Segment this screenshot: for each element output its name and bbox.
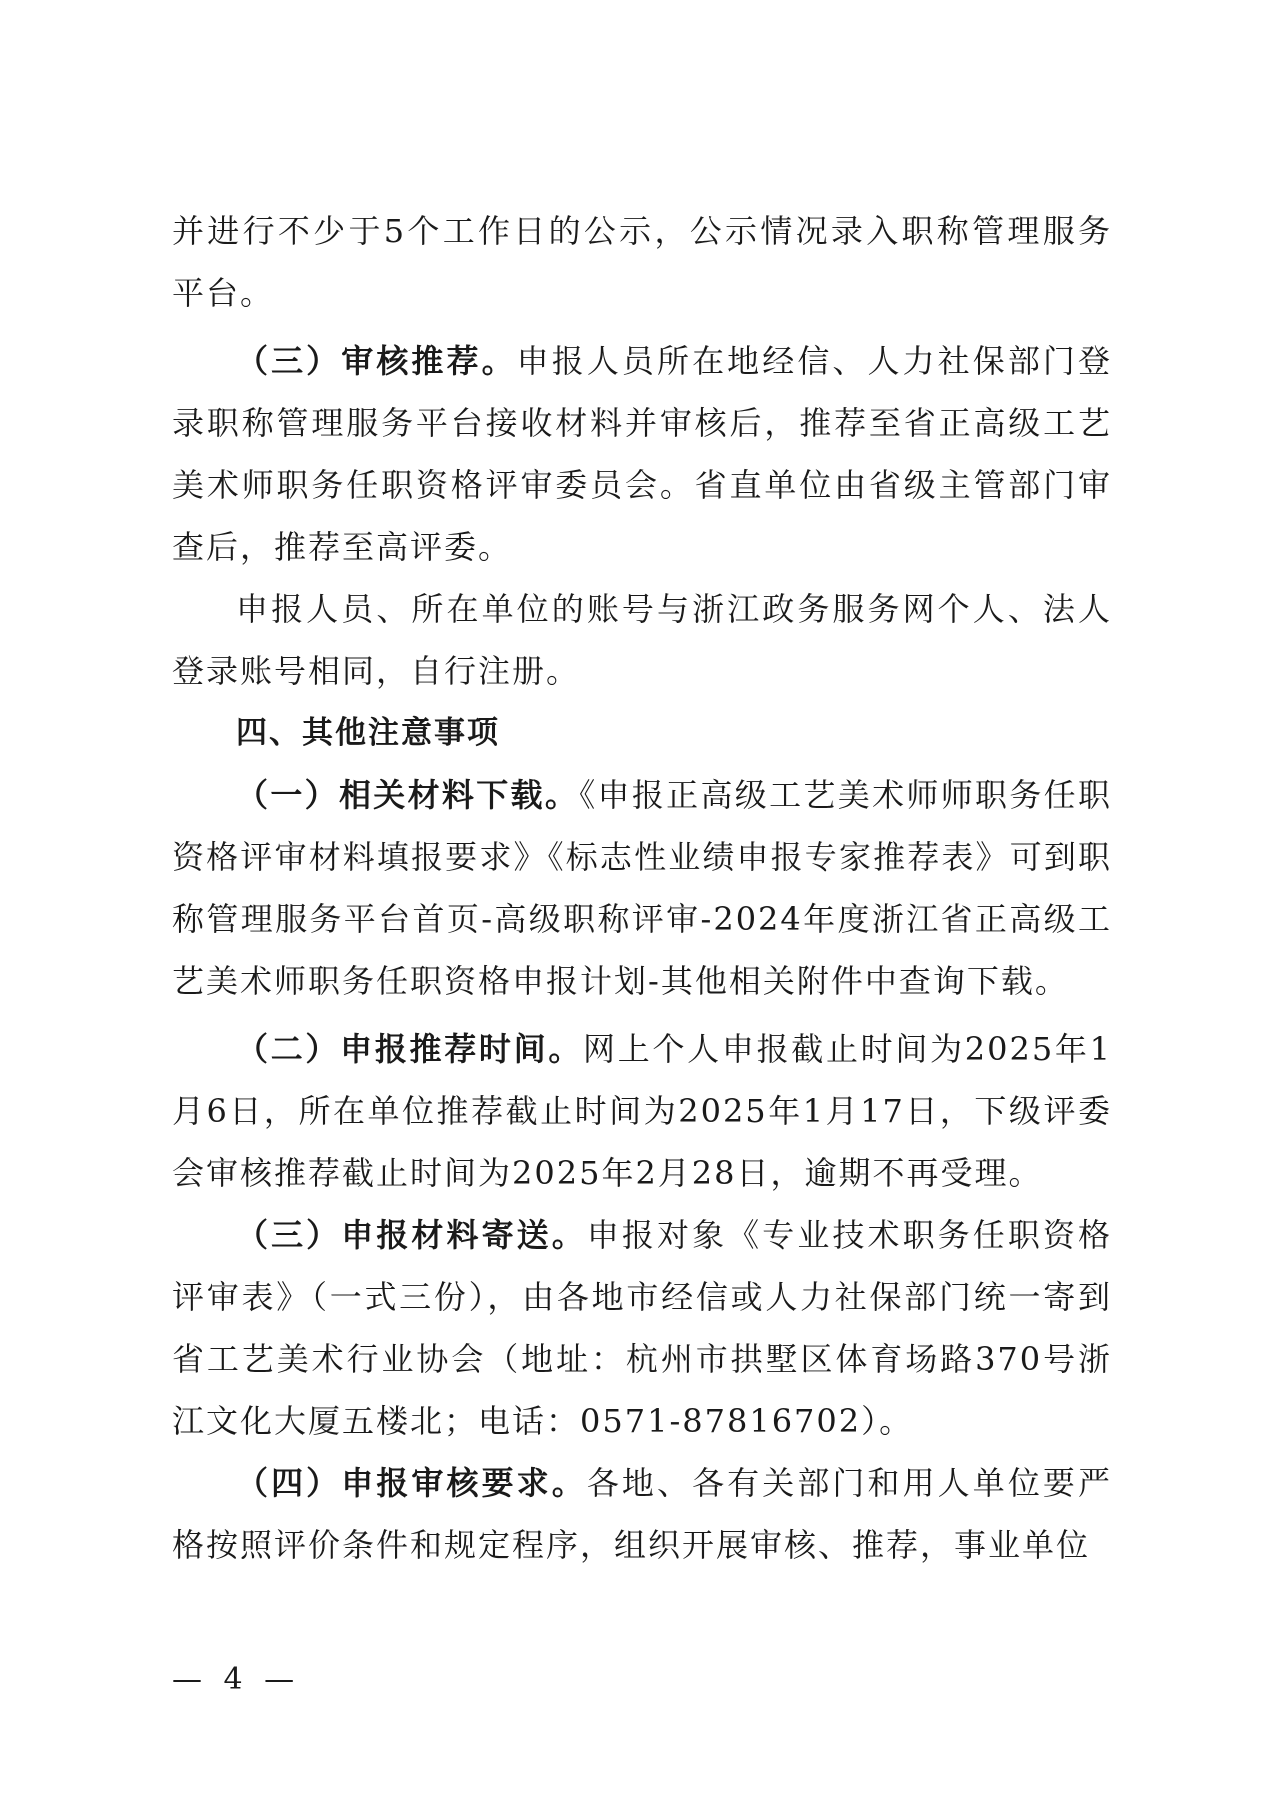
paragraph-materials-download — [172, 764, 1112, 1012]
paragraph-text: 各地、各有关部门和用人单位要严格按照评价条件和规定程序，组织开展审核、推荐，事业单位 — [172, 1464, 1112, 1564]
paragraph-text: 申报人员所在地经信、人力社保部门登录职称管理服务平台接收材料并审核后，推荐至省正高级工艺美术师职务任职资格评审委员会。省直单位由省级主管部门审查后，推荐至高评委。 — [172, 342, 1112, 566]
paragraph-deadlines — [172, 1018, 1112, 1204]
paragraph-heading: （四）申报审核要求。 — [236, 1464, 587, 1502]
paragraph-mailing — [172, 1204, 1112, 1452]
paragraph-heading: （三）申报材料寄送。 — [236, 1216, 587, 1254]
paragraph-heading: （一）相关材料下载。 — [236, 776, 580, 814]
paragraph-heading: （二）申报推荐时间。 — [236, 1030, 584, 1068]
paragraph-heading: （三）审核推荐。 — [236, 342, 517, 380]
document-body — [172, 200, 1112, 1576]
section-title-other-notes: 四、其他注意事项 — [236, 715, 500, 751]
paragraph-text: 申报对象《专业技术职务任职资格评审表》（一式三份），由各地市经信或人力社保部门统一寄到省工艺美术行业协会（地址：杭州市拱墅区体育场路370号浙江文化大厦五楼北；电话：0571-87816702）。 — [172, 1216, 1112, 1440]
page-number: — 4 — — [172, 1662, 301, 1697]
paragraph-text: 《申报正高级工艺美术师师职务任职资格评审材料填报要求》《标志性业绩申报专家推荐表》可到职称管理服务平台首页-高级职称评审-2024年度浙江省正高级工艺美术师职务任职资格申报计划-其他相关附件中查询下载。 — [172, 776, 1112, 1000]
paragraph-publicity: 并进行不少于5个工作日的公示，公示情况录入职称管理服务平台。 — [172, 212, 1112, 312]
paragraph-review-recommend — [172, 330, 1112, 578]
paragraph-review-requirements — [172, 1452, 1112, 1576]
paragraph-account-info: 申报人员、所在单位的账号与浙江政务服务网个人、法人登录账号相同，自行注册。 — [172, 590, 1112, 690]
paragraph-text: 网上个人申报截止时间为2025年1月6日，所在单位推荐截止时间为2025年1月17日，下级评委会审核推荐截止时间为2025年2月28日，逾期不再受理。 — [172, 1030, 1112, 1192]
